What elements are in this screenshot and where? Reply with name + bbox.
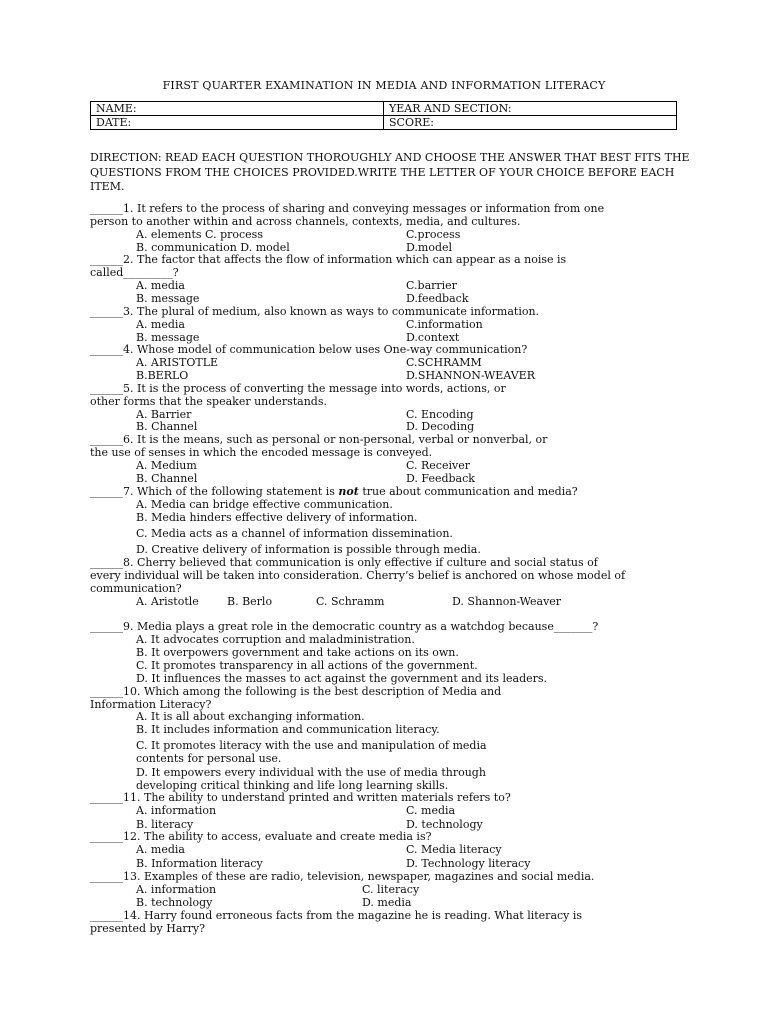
question-10-cont: Information Literacy? [90, 698, 212, 711]
q11-choice-c: C. media [406, 804, 456, 817]
q13-choice-d: D. media [362, 896, 412, 909]
date-field[interactable]: DATE: [91, 116, 384, 130]
question-3: ______3. The plural of medium, also known as ways to communicate information. [90, 305, 540, 318]
q2-choice-a: A. media [136, 279, 185, 292]
question-5-cont: other forms that the speaker understands. [90, 395, 327, 408]
q9-choice-c: C. It promotes transparency in all actions of the government. [136, 659, 478, 672]
q6-choice-c: C. Receiver [406, 459, 470, 472]
q4-choice-b: B.BERLO [136, 369, 189, 382]
question-14: ______14. Harry found erroneous facts from the magazine he is reading. What literacy is [90, 909, 583, 922]
q3-choice-b: B. message [136, 331, 200, 344]
name-field[interactable]: NAME: [91, 102, 384, 116]
q10-choice-c: C. It promotes literacy with the use and manipulation of media [136, 739, 487, 752]
question-1-cont: person to another within and across channels, contexts, media, and cultures. [90, 215, 521, 228]
q6-choice-b: B. Channel [136, 472, 198, 485]
q1-choice-b: B. communication D. model [136, 241, 290, 254]
q12-choice-c: C. Media literacy [406, 843, 502, 856]
exam-title: FIRST QUARTER EXAMINATION IN MEDIA AND INFORMATION LITERACY [162, 79, 606, 92]
question-7-post: true about communication and media? [358, 485, 578, 498]
question-13: ______13. Examples of these are radio, television, newspaper, magazines and social media. [90, 870, 595, 883]
q8-choice-b: B. Berlo [227, 595, 273, 608]
q5-choice-d: D. Decoding [406, 420, 475, 433]
q7-choice-d: D. Creative delivery of information is possible through media. [136, 543, 481, 556]
q8-choice-c: C. Schramm [316, 595, 385, 608]
q9-choice-b: B. It overpowers government and take actions on its own. [136, 646, 459, 659]
q10-choice-d: D. It empowers every individual with the use of media through [136, 766, 486, 779]
q11-choice-b: B. literacy [136, 818, 194, 831]
q1-choice-a: A. elements C. process [136, 228, 263, 241]
q13-choice-a: A. information [136, 883, 217, 896]
q7-choice-a: A. Media can bridge effective communication. [136, 498, 393, 511]
student-info-table [90, 101, 677, 130]
q7-choice-c: C. Media acts as a channel of information dissemination. [136, 527, 453, 540]
q12-choice-b: B. Information literacy [136, 857, 263, 870]
question-4: ______4. Whose model of communication below uses One-way communication? [90, 343, 528, 356]
q3-choice-c: C.information [406, 318, 483, 331]
question-10: ______10. Which among the following is the best description of Media and [90, 685, 502, 698]
question-2-cont: called_________? [90, 266, 179, 279]
question-7-pre: ______7. Which of the following statement is [90, 485, 339, 498]
q10-choice-c-cont: contents for personal use. [136, 752, 282, 765]
q1-choice-c: C.process [406, 228, 461, 241]
q10-choice-d-cont: developing critical thinking and life long learning skills. [136, 779, 449, 792]
question-11: ______11. The ability to understand printed and written materials refers to? [90, 791, 511, 804]
q5-choice-a: A. Barrier [136, 408, 192, 421]
score-field[interactable]: SCORE: [384, 116, 677, 130]
q11-choice-a: A. information [136, 804, 217, 817]
question-7-emphasis: not [338, 485, 359, 498]
question-14-cont: presented by Harry? [90, 922, 206, 935]
q3-choice-d: D.context [406, 331, 460, 344]
q4-choice-c: C.SCHRAMM [406, 356, 482, 369]
q7-choice-b: B. Media hinders effective delivery of information. [136, 511, 418, 524]
q13-choice-c: C. literacy [362, 883, 420, 896]
q2-choice-b: B. message [136, 292, 200, 305]
q10-choice-a: A. It is all about exchanging information. [136, 710, 365, 723]
q8-choice-a: A. Aristotle [136, 595, 199, 608]
q2-choice-d: D.feedback [406, 292, 469, 305]
q12-choice-d: D. Technology literacy [406, 857, 531, 870]
q4-choice-d: D.SHANNON-WEAVER [406, 369, 535, 382]
q10-choice-b: B. It includes information and communication literacy. [136, 723, 440, 736]
question-8-cont: every individual will be taken into consideration. Cherry’s belief is anchored on whose model of [90, 569, 626, 582]
question-8: ______8. Cherry believed that communication is only effective if culture and social status of [90, 556, 598, 569]
question-7 [90, 485, 578, 498]
q9-choice-d: D. It influences the masses to act against the government and its leaders. [136, 672, 548, 685]
q1-choice-d: D.model [406, 241, 453, 254]
year-section-field[interactable]: YEAR AND SECTION: [384, 102, 677, 116]
question-6: ______6. It is the means, such as personal or non-personal, verbal or nonverbal, or [90, 433, 548, 446]
q5-choice-b: B. Channel [136, 420, 198, 433]
q12-choice-a: A. media [136, 843, 185, 856]
directions: DIRECTION: READ EACH QUESTION THOROUGHLY AND CHOOSE THE ANSWER THAT BEST FITS THE QUESTIONS FROM THE CHOICES PROVIDED.WRITE THE LETTER OF YOUR CHOICE BEFORE EACH ITEM. [90, 151, 690, 193]
q2-choice-c: C.barrier [406, 279, 457, 292]
q4-choice-a: A. ARISTOTLE [136, 356, 219, 369]
question-2: ______2. The factor that affects the flow of information which can appear as a noise is [90, 253, 567, 266]
q5-choice-c: C. Encoding [406, 408, 474, 421]
q11-choice-d: D. technology [406, 818, 483, 831]
q8-choice-d: D. Shannon-Weaver [452, 595, 562, 608]
q9-choice-a: A. It advocates corruption and maladministration. [136, 633, 415, 646]
question-6-cont: the use of senses in which the encoded message is conveyed. [90, 446, 433, 459]
question-1: ______1. It refers to the process of sharing and conveying messages or information from one [90, 202, 605, 215]
question-8-cont2: communication? [90, 582, 182, 595]
question-5: ______5. It is the process of converting the message into words, actions, or [90, 382, 506, 395]
question-12: ______12. The ability to access, evaluate and create media is? [90, 830, 432, 843]
question-9: ______9. Media plays a great role in the democratic country as a watchdog because_______? [90, 620, 599, 633]
q6-choice-a: A. Medium [136, 459, 197, 472]
q13-choice-b: B. technology [136, 896, 213, 909]
q3-choice-a: A. media [136, 318, 185, 331]
q6-choice-d: D. Feedback [406, 472, 475, 485]
